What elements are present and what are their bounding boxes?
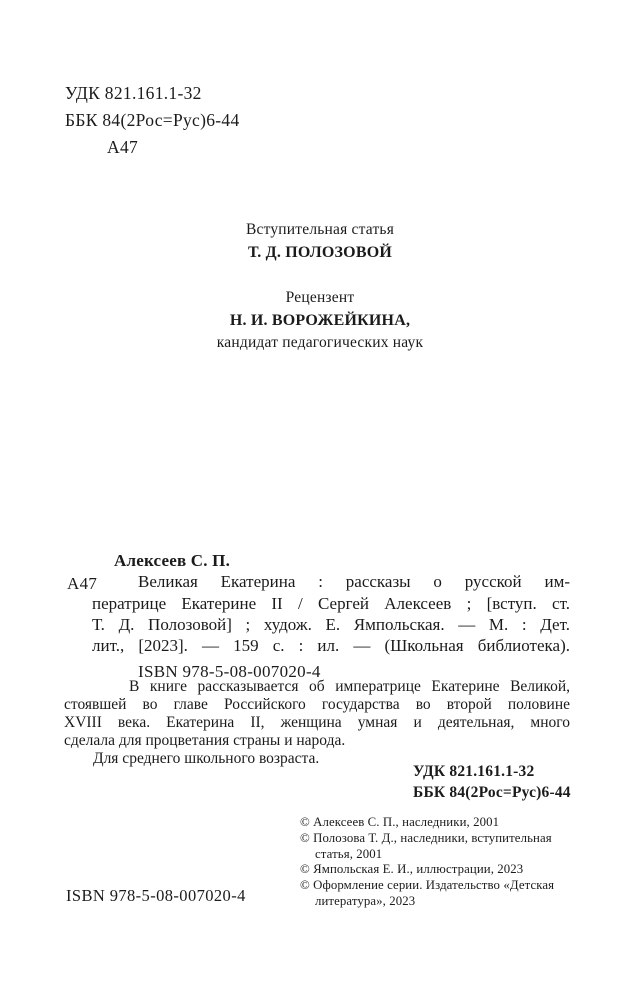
copyright-line: © Оформление серии. Издательство «Детская xyxy=(300,878,555,893)
copyright-line: литература», 2023 xyxy=(315,893,416,908)
card-description-line: Т. Д. Полозовой] ; худож. Е. Ямпольская. — М. : Дет. xyxy=(92,614,570,634)
intro-label: Вступительная статья xyxy=(245,221,395,238)
card-author: Алексеев С. П. xyxy=(114,551,231,570)
annotation-block xyxy=(64,678,570,768)
audience-note: Для среднего школьного возраста. xyxy=(93,750,320,768)
udk-code-bottom: УДК 821.161.1-32 xyxy=(413,763,535,780)
bottom-classification-block xyxy=(413,762,571,803)
annotation-line: сделала для процветания страны и народа. xyxy=(64,732,346,750)
card-description-line: Великая Екатерина : рассказы о русской им- xyxy=(138,572,570,592)
card-isbn: ISBN 978-5-08-007020-4 xyxy=(138,662,321,682)
copyright-line: статья, 2001 xyxy=(315,846,383,861)
annotation-line: XVIII века. Екатерина II, женщина умная и деятельная, много xyxy=(64,714,570,732)
author-sign-card: А47 xyxy=(67,574,98,593)
top-classification-block xyxy=(65,80,240,161)
bottom-isbn: ISBN 978-5-08-007020-4 xyxy=(66,886,246,905)
reviewer-name: Н. И. ВОРОЖЕЙКИНА, xyxy=(229,311,411,329)
author-sign-top: А47 xyxy=(107,137,139,157)
copyright-line: © Ямпольская Е. И., иллюстрации, 2023 xyxy=(300,862,524,877)
udk-code: УДК 821.161.1-32 xyxy=(65,83,202,103)
bbk-code: ББК 84(2Рос=Рус)6-44 xyxy=(65,110,240,130)
copyright-line: © Полозова Т. Д., наследники, вступительная xyxy=(300,830,552,845)
annotation-line: стоявшей во главе Российского государства во второй половине xyxy=(64,696,570,714)
copyright-block xyxy=(300,815,600,910)
copyright-line: © Алексеев С. П., наследники, 2001 xyxy=(300,815,500,829)
bbk-code-bottom: ББК 84(2Рос=Рус)6-44 xyxy=(413,783,571,801)
catalog-card xyxy=(67,550,570,683)
card-description-line: лит., [2023]. — 159 с. : ил. — (Школьная библиотека). xyxy=(92,636,570,656)
reviewer-credit-block xyxy=(0,287,640,355)
card-description-line: ператрице Екатерине II / Сергей Алексеев ; [вступ. ст. xyxy=(92,593,570,613)
intro-credit-block xyxy=(0,219,640,264)
reviewer-label: Рецензент xyxy=(285,289,355,306)
annotation-line: В книге рассказывается об императрице Екатерине Великой, xyxy=(129,678,570,695)
reviewer-degree: кандидат педагогических наук xyxy=(216,334,424,351)
intro-author-name: Т. Д. ПОЛОЗОВОЙ xyxy=(248,243,392,261)
